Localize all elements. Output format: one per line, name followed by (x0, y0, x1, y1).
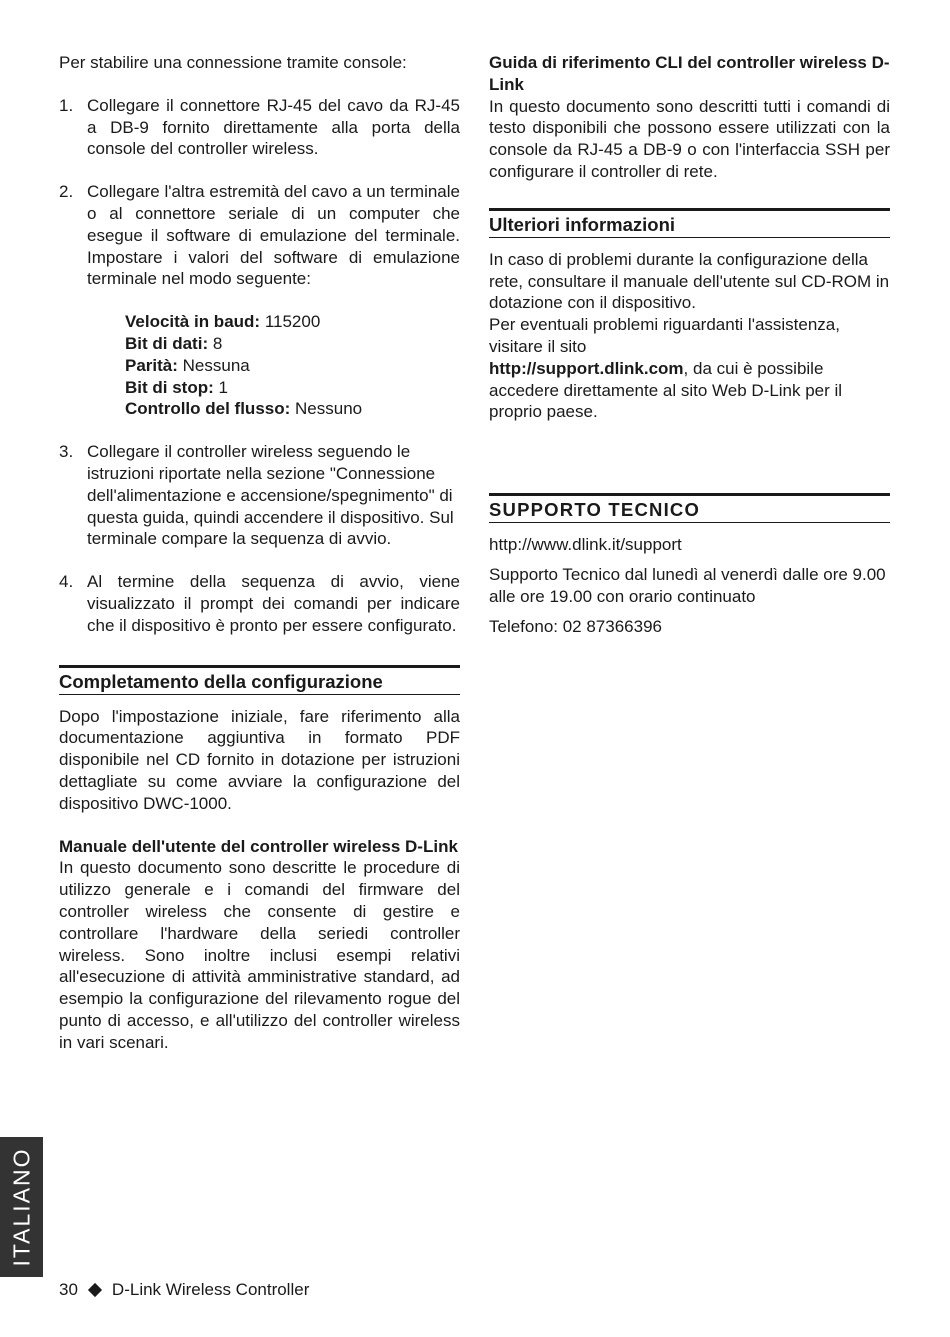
right-column (489, 52, 890, 637)
step-number: 3. (59, 442, 74, 462)
step-number: 1. (59, 95, 74, 115)
setting-row: Bit di dati: 8 (125, 333, 223, 353)
manual-heading: Manuale dell'utente del controller wireless D-Link (59, 836, 458, 856)
step-text: Collegare il controller wireless seguendo le istruzioni riportate nella sezione "Connessione dell'alimentazione e accensione/spegnimento" di questa guida, quindi accendere il dispositivo. Sul terminale compare la sequenza di avvio. (87, 442, 454, 549)
setting-row: Parità: Nessuna (125, 355, 250, 375)
console-steps (59, 95, 460, 637)
console-intro: Per stabilire una connessione tramite console: (59, 53, 407, 72)
step-text: Al termine della sequenza di avvio, viene visualizzato il prompt dei comandi per indicare che il dispositivo è pronto per essere configurato. (87, 572, 460, 635)
support-phone: Telefono: 02 87366396 (489, 616, 662, 636)
completion-text: Dopo l'impostazione iniziale, fare riferimento alla documentazione aggiuntiva in formato PDF disponibile nel CD fornito in dotazione per istruzioni dettagliate su come avviare la configurazione del dispositivo DWC-1000. (59, 706, 460, 813)
page-number: 30 (59, 1280, 78, 1299)
setting-row: Velocità in baud: 115200 (125, 312, 321, 332)
step-text: Collegare il connettore RJ-45 del cavo da RJ-45 a DB-9 fornito direttamente alla porta della console del controller wireless. (87, 95, 460, 159)
list-item (59, 441, 460, 550)
step-text: Collegare l'altra estremità del cavo a un terminale o al connettore seriale di un computer che esegue il software di emulazione del terminale. Impostare i valori del software di emulazione terminale nel modo seguente: (87, 182, 460, 289)
support-heading: SUPPORTO TECNICO (489, 493, 890, 523)
more-info-text: In caso di problemi durante la configurazione della rete, consultare il manuale dell'utente sul CD-ROM in dotazione con il dispositivo. (489, 249, 890, 313)
support-url[interactable]: http://www.dlink.it/support (489, 535, 682, 555)
terminal-settings (125, 311, 460, 420)
step-number: 2. (59, 182, 74, 202)
language-tab-label: ITALIANO (8, 1147, 34, 1267)
manual-text: In questo documento sono descritte le procedure di utilizzo generale e i comandi del firmware del controller wireless che consente di gestire e controllare l'hardware della seriedi controller wireless. Sono inoltre inclusi esempi relativi all'esecuzione di attività amministrative standard, ad esempio la configurazione del rilevamento rogue del punto di accesso, e all'utilizzo del controller wireless in vari scenari. (59, 858, 460, 1052)
setting-row: Bit di stop: 1 (125, 377, 228, 397)
diamond-icon (88, 1283, 102, 1297)
completion-heading: Completamento della configurazione (59, 665, 460, 695)
list-item (59, 571, 460, 636)
cli-text: In questo documento sono descritti tutti i comandi di testo disponibili che possono essere utilizzati con la console da RJ-45 a DB-9 o con l'interfaccia SSH per configurare il controller di rete. (489, 96, 890, 181)
support-link[interactable]: http://support.dlink.com (489, 358, 684, 378)
more-info-text-2: Per eventuali problemi riguardanti l'assistenza, visitare il sito (489, 315, 840, 356)
support-hours: Supporto Tecnico dal lunedì al venerdì dalle ore 9.00 alle ore 19.00 con orario continuato (489, 564, 886, 606)
list-item (59, 181, 460, 420)
language-tab (0, 1137, 43, 1277)
cli-heading: Guida di riferimento CLI del controller wireless D-Link (489, 53, 890, 94)
more-info-text-3: http://support.dlink.com, da cui è possibile accedere direttamente al sito Web D-Link per il proprio paese. (489, 358, 843, 422)
more-info-heading: Ulteriori informazioni (489, 208, 890, 238)
left-column (59, 52, 460, 1053)
footer-title: D-Link Wireless Controller (111, 1280, 310, 1299)
page-footer (59, 1280, 309, 1300)
step-number: 4. (59, 572, 74, 592)
list-item (59, 95, 460, 160)
setting-row: Controllo del flusso: Nessuno (125, 399, 363, 419)
